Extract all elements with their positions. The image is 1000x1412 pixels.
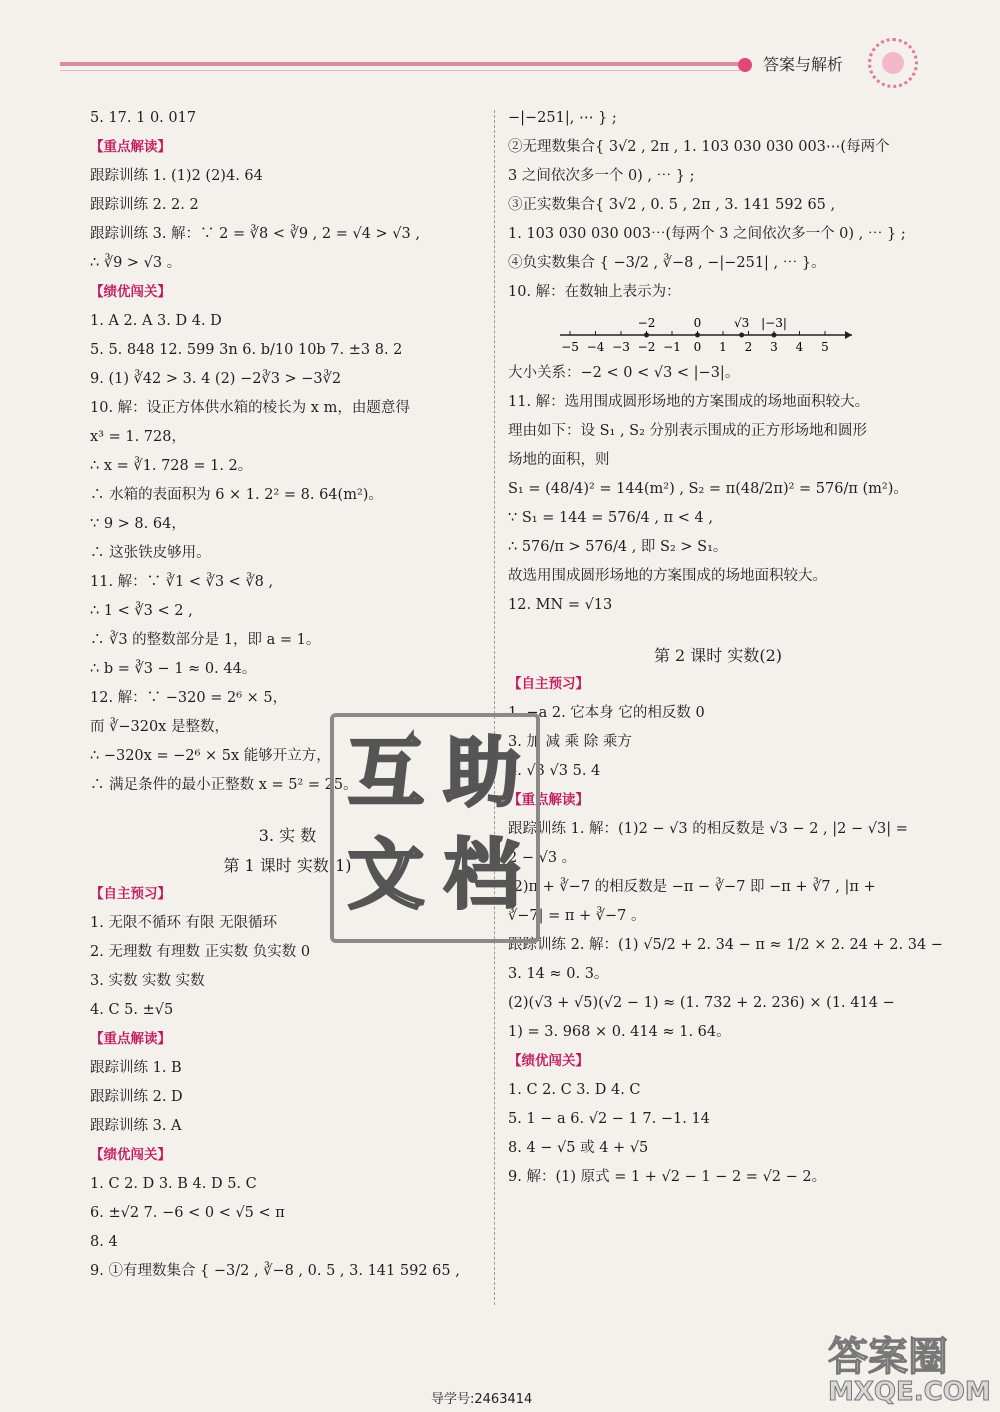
- answer-line: 5. 5. 848 12. 599 3n 6. b/10 10b 7. ±3 8. 2: [90, 342, 403, 358]
- answer-line: 11. 解：∵ ∛1 < ∛3 < ∛8 ,: [90, 574, 274, 590]
- answer-line: 1. C 2. D 3. B 4. D 5. C: [90, 1176, 257, 1192]
- header-rule-thin: [60, 70, 740, 71]
- answer-line: 跟踪训练 1. 解：(1)2 − √3 的相反数是 √3 − 2 , |2 − √3| =: [508, 821, 908, 837]
- answer-line: 12. 解：∵ −320 = 2⁶ × 5，: [90, 690, 288, 706]
- answer-line: 3. 14 ≈ 0. 3。: [508, 966, 609, 982]
- answer-line: 2 − √3 。: [508, 850, 577, 866]
- answer-line: ∵ 9 > 8. 64，: [90, 516, 186, 532]
- answer-line: ∴ 水箱的表面积为 6 × 1. 2² = 8. 64(m²)。: [90, 487, 383, 503]
- header-title: 答案与解析: [763, 55, 844, 74]
- answer-line: ③正实数集合{ 3√2 , 0. 5 , 2π , 3. 141 592 65 ,: [508, 197, 836, 213]
- column-divider: [494, 110, 495, 1305]
- section-heading: 【绩优闯关】: [90, 1147, 171, 1163]
- tick-label: −5: [561, 340, 579, 354]
- answer-line: 跟踪训练 2. 2. 2: [90, 197, 199, 213]
- answer-line: 而 ∛−320x 是整数，: [90, 719, 229, 735]
- watermark-top: 答案圈: [828, 1334, 948, 1380]
- watermark-logo: [828, 1336, 991, 1406]
- answer-line: 3 之间依次多一个 0) , ⋯ } ;: [508, 168, 695, 184]
- point-marker: [644, 333, 649, 338]
- point-marker: [695, 333, 700, 338]
- answer-line: 1. A 2. A 3. D 4. D: [90, 313, 222, 329]
- point-label: −2: [637, 316, 656, 330]
- answer-line: ∵ S₁ = 144 = 576/4 , π < 4 ,: [508, 510, 713, 526]
- answer-line: 4. √3 √3 5. 4: [508, 763, 601, 779]
- answer-line: 6. ±√2 7. −6 < 0 < √5 < π: [90, 1205, 285, 1221]
- point-label: √3: [734, 316, 750, 330]
- answer-line: 1. 103 030 030 003⋯(每两个 3 之间依次多一个 0) , ⋯ } ;: [508, 226, 906, 242]
- number-line: [560, 311, 928, 359]
- section-heading: 【重点解读】: [508, 792, 589, 808]
- flower-emblem-icon: [868, 38, 918, 88]
- answer-line: ∴ 576/π > 576/4 , 即 S₂ > S₁。: [508, 539, 728, 555]
- tick-label: 0: [693, 340, 702, 354]
- answer-line: (2)π + ∛−7 的相反数是 −π − ∛−7 即 −π + ∛7 , |π +: [508, 879, 876, 895]
- answer-line: 跟踪训练 2. 解：(1) √5/2 + 2. 34 − π ≈ 1/2 × 2. 24 + 2. 34 −: [508, 937, 943, 953]
- stamp-char: 助: [444, 728, 520, 817]
- tick-label: −1: [663, 340, 681, 354]
- tick-label: 4: [795, 340, 804, 354]
- answer-line: ∴ 1 < ∛3 < 2 ,: [90, 603, 193, 619]
- answer-line: −|−251|, ⋯ } ;: [508, 110, 617, 126]
- answer-line: ∴ ∛3 的整数部分是 1，即 a = 1。: [90, 632, 321, 648]
- answer-line: 10. 解：在数轴上表示为：: [508, 284, 681, 300]
- answer-line: 2. 无理数 有理数 正实数 负实数 0: [90, 944, 311, 960]
- answer-line: ∴ b = ∛3 − 1 ≈ 0. 44。: [90, 661, 257, 677]
- guide-number: 导学号:2463414: [431, 1392, 533, 1407]
- answer-line: 场地的面积，则: [508, 452, 610, 468]
- tick-label: −4: [586, 340, 605, 354]
- header-dot: [738, 58, 752, 72]
- answer-line: 9. 解：(1) 原式 = 1 + √2 − 1 − 2 = √2 − 2。: [508, 1169, 827, 1185]
- answer-line: ②无理数集合{ 3√2 , 2π , 1. 103 030 030 003⋯(每两个: [508, 139, 890, 155]
- left-column: [90, 108, 485, 1290]
- answer-line: ∴ ∛9 > √3 。: [90, 255, 182, 271]
- stamp-seal: [330, 713, 540, 943]
- section-heading: 【自主预习】: [90, 886, 171, 902]
- watermark-bottom: MXQE.COM: [828, 1377, 991, 1407]
- answer-line: 跟踪训练 3. A: [90, 1118, 182, 1134]
- right-column: [508, 108, 943, 1196]
- answer-line: 大小关系：−2 < 0 < √3 < |−3|。: [508, 365, 740, 381]
- stamp-char: 互: [348, 728, 424, 817]
- answer-line: 9. ①有理数集合 { −3/2 , ∛−8 , 0. 5 , 3. 141 592 65 ,: [90, 1263, 460, 1279]
- answer-line: 4. C 5. ±√5: [90, 1002, 174, 1018]
- tick-label: 5: [821, 340, 829, 354]
- spacer: [508, 624, 928, 636]
- answer-line: 1) = 3. 968 × 0. 414 ≈ 1. 64。: [508, 1024, 731, 1040]
- answer-line: 1. C 2. C 3. D 4. C: [508, 1082, 641, 1098]
- section-heading: 【重点解读】: [90, 1031, 171, 1047]
- answer-line: 9. (1) ∛42 > 3. 4 (2) −2∛3 > −3∛2: [90, 371, 342, 387]
- tick-label: 3: [770, 340, 778, 354]
- answer-line: 跟踪训练 1. B: [90, 1060, 182, 1076]
- answer-line: 跟踪训练 3. 解：∵ 2 = ∛8 < ∛9 , 2 = √4 > √3 ,: [90, 226, 420, 242]
- point-marker: [772, 333, 777, 338]
- answer-line: ∴ x = ∛1. 728 = 1. 2。: [90, 458, 253, 474]
- answer-line: 跟踪训练 2. D: [90, 1089, 183, 1105]
- answer-line: 11. 解：选用围成圆形场地的方案围成的场地面积较大。: [508, 394, 870, 410]
- answer-line: 8. 4: [90, 1234, 118, 1250]
- tick-label: 1: [719, 340, 727, 354]
- answer-line: ∴ −320x = −2⁶ × 5x 能够开立方，: [90, 748, 331, 764]
- tick-label: −2: [637, 340, 656, 354]
- answer-line: 5. 17. 1 0. 017: [90, 110, 197, 126]
- tick-label: −3: [612, 340, 630, 354]
- header-rule: [60, 62, 740, 66]
- stamp-char: 档: [444, 830, 520, 919]
- answer-line: ∴ 满足条件的最小正整数 x = 5² = 25。: [90, 777, 358, 793]
- answer-line: 12. MN = √13: [508, 597, 613, 613]
- answer-line: 3. 加 减 乘 除 乘方: [508, 734, 632, 750]
- answer-line: 8. 4 − √5 或 4 + √5: [508, 1140, 649, 1156]
- answer-line: x³ = 1. 728，: [90, 429, 186, 445]
- answer-line: ④负实数集合 { −3/2 , ∛−8 , −|−251| , ⋯ }。: [508, 255, 826, 271]
- arrow-icon: [845, 331, 852, 339]
- section-heading: 【绩优闯关】: [90, 284, 171, 300]
- answer-line: 5. 1 − a 6. √2 − 1 7. −1. 14: [508, 1111, 710, 1127]
- answer-line: 3. 实数 实数 实数: [90, 973, 205, 989]
- answer-line: ∴ 这张铁皮够用。: [90, 545, 211, 561]
- point-label: |−3|: [761, 316, 787, 330]
- answer-line: ∛−7| = π + ∛−7 。: [508, 908, 646, 924]
- answer-line: 理由如下：设 S₁ , S₂ 分别表示围成的正方形场地和圆形: [508, 423, 868, 439]
- answer-line: 10. 解：设正方体供水箱的棱长为 x m，由题意得: [90, 400, 410, 416]
- lesson-title: 第 1 课时 实数(1): [223, 856, 352, 875]
- answer-line: (2)(√3 + √5)(√2 − 1) ≈ (1. 732 + 2. 236) × (1. 414 −: [508, 995, 895, 1011]
- section-heading: 【自主预习】: [508, 676, 589, 692]
- answer-line: S₁ = (48/4)² = 144(m²) , S₂ = π(48/2π)² = 576/π (m²)。: [508, 481, 908, 497]
- answer-line: 跟踪训练 1. (1)2 (2)4. 64: [90, 168, 263, 184]
- lesson-title: 第 2 课时 实数(2): [653, 646, 783, 665]
- tick-label: 2: [744, 340, 753, 354]
- answer-line: 故选用围成圆形场地的方案围成的场地面积较大。: [508, 568, 827, 584]
- section-heading: 【重点解读】: [90, 139, 171, 155]
- answer-line: 1. 无限不循环 有限 无限循环: [90, 915, 278, 931]
- point-marker: [739, 333, 744, 338]
- point-label: 0: [693, 316, 702, 330]
- stamp-char: 文: [348, 830, 424, 919]
- section-heading: 【绩优闯关】: [508, 1053, 589, 1069]
- lesson-title: 3. 实 数: [258, 826, 317, 845]
- answer-line: 1. −a 2. 它本身 它的相反数 0: [508, 705, 705, 721]
